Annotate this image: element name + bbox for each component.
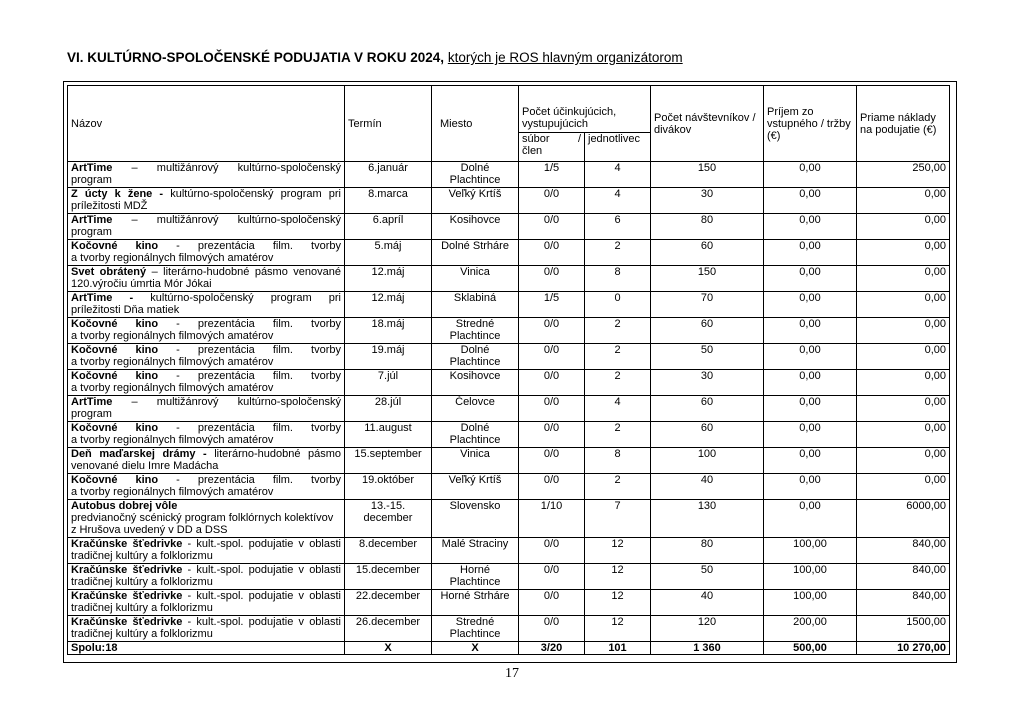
event-name-line2: a tvorby regionálnych filmových amatérov (71, 382, 274, 394)
event-name-bold: Svet obrátený (71, 266, 147, 278)
table-row (68, 422, 950, 448)
event-name (68, 240, 345, 266)
event-place: Stredné Plachtince (432, 318, 519, 344)
event-name-line1: - kult.-spol. podujatie v oblasti (182, 538, 341, 550)
event-place: Dolné Plachtince (432, 344, 519, 370)
event-visitors: 70 (651, 292, 764, 318)
col-header-income: Príjem zo vstupného / tržby (€) (764, 86, 857, 162)
event-name (68, 188, 345, 214)
event-visitors: 30 (651, 188, 764, 214)
event-place: Stredné Plachtince (432, 616, 519, 642)
total-date: X (345, 642, 432, 655)
event-income: 100,00 (764, 564, 857, 590)
event-income: 0,00 (764, 370, 857, 396)
event-place: Kosihovce (432, 370, 519, 396)
event-name-line1: – multižánrový kultúrno-spoločenský (112, 214, 341, 226)
table-row (68, 266, 950, 292)
col-header-ensemble-c: člen (522, 145, 543, 157)
total-label: Spolu:18 (68, 642, 345, 655)
col-header-individual: jednotlivec (585, 133, 651, 162)
event-place: Slovensko (432, 500, 519, 538)
event-place: Veľký Krtíš (432, 188, 519, 214)
event-name-bold: ArtTime (71, 214, 113, 226)
event-income: 100,00 (764, 538, 857, 564)
event-date: 19.máj (345, 344, 432, 370)
event-name-line2: príležitosti Dňa matiek (71, 304, 180, 316)
event-name (68, 344, 345, 370)
event-name-bold: Kočovné kino (71, 422, 159, 434)
event-ensemble: 0/0 (519, 448, 585, 474)
event-income: 0,00 (764, 162, 857, 188)
event-name-bold: Kračúnske šťedrivke (71, 616, 183, 628)
event-income: 0,00 (764, 422, 857, 448)
event-income: 0,00 (764, 292, 857, 318)
total-ensemble: 3/20 (519, 642, 585, 655)
event-place: Vinica (432, 266, 519, 292)
event-costs: 0,00 (857, 292, 950, 318)
table-row (68, 538, 950, 564)
event-name-line2: a tvorby regionálnych filmových amatérov (71, 486, 274, 498)
event-name-line1: literárno-hudobné pásmo (206, 448, 341, 460)
event-place: Malé Straciny (432, 538, 519, 564)
event-individual: 6 (585, 214, 651, 240)
event-ensemble: 0/0 (519, 266, 585, 292)
event-date: 15.december (345, 564, 432, 590)
col-header-visitors: Počet návštevníkov / divákov (651, 86, 764, 162)
event-visitors: 30 (651, 370, 764, 396)
event-income: 0,00 (764, 500, 857, 538)
event-name-line2: príležitosti MDŽ (71, 200, 148, 212)
event-individual: 0 (585, 292, 651, 318)
event-individual: 4 (585, 396, 651, 422)
event-costs: 0,00 (857, 318, 950, 344)
table-row (68, 564, 950, 590)
event-name-bold: Deň maďarskej drámy - (71, 448, 207, 460)
event-ensemble: 0/0 (519, 564, 585, 590)
event-income: 0,00 (764, 344, 857, 370)
event-costs: 1500,00 (857, 616, 950, 642)
event-place: Horné Strháre (432, 590, 519, 616)
event-name-bold: Autobus dobrej vôle (71, 500, 178, 512)
event-name-line1: – multižánrový kultúrno-spoločenský (112, 162, 341, 174)
event-visitors: 60 (651, 396, 764, 422)
event-name-bold: Kočovné kino (71, 344, 159, 356)
col-header-ensemble-a: súbor (522, 133, 550, 145)
table-row (68, 474, 950, 500)
section-heading (67, 50, 683, 65)
event-place: Horné Plachtince (432, 564, 519, 590)
event-costs: 0,00 (857, 370, 950, 396)
table-row (68, 370, 950, 396)
event-name-line1: – multižánrový kultúrno-spoločenský (112, 396, 341, 408)
event-costs: 840,00 (857, 538, 950, 564)
event-costs: 840,00 (857, 564, 950, 590)
event-individual: 2 (585, 370, 651, 396)
events-table (67, 85, 950, 655)
event-visitors: 80 (651, 538, 764, 564)
event-name-bold: Kračúnske šťedrivke (71, 590, 183, 602)
event-name-line1: - kult.-spol. podujatie v oblasti (182, 564, 341, 576)
table-row (68, 344, 950, 370)
event-costs: 840,00 (857, 590, 950, 616)
event-visitors: 60 (651, 318, 764, 344)
event-costs: 250,00 (857, 162, 950, 188)
table-row (68, 616, 950, 642)
event-date: 6.apríl (345, 214, 432, 240)
event-name-line1: - kult.-spol. podujatie v oblasti (182, 616, 341, 628)
event-income: 0,00 (764, 318, 857, 344)
event-individual: 2 (585, 240, 651, 266)
event-name (68, 370, 345, 396)
event-individual: 8 (585, 266, 651, 292)
event-ensemble: 0/0 (519, 370, 585, 396)
event-ensemble: 1/5 (519, 292, 585, 318)
event-name (68, 590, 345, 616)
table-row (68, 590, 950, 616)
event-costs: 0,00 (857, 474, 950, 500)
total-individual: 101 (585, 642, 651, 655)
event-income: 0,00 (764, 396, 857, 422)
event-date: 15.september (345, 448, 432, 474)
event-individual: 4 (585, 162, 651, 188)
event-place: Dolné Strháre (432, 240, 519, 266)
event-costs: 0,00 (857, 422, 950, 448)
event-name-bold: ArtTime (71, 162, 113, 174)
event-individual: 4 (585, 188, 651, 214)
event-name-line1: kultúrno-spoločenský program pri (133, 292, 341, 304)
event-name-bold: Kočovné kino (71, 474, 159, 486)
col-header-ensemble-b: / (577, 133, 581, 145)
event-individual: 2 (585, 318, 651, 344)
event-income: 0,00 (764, 214, 857, 240)
event-individual: 12 (585, 616, 651, 642)
event-individual: 7 (585, 500, 651, 538)
table-row (68, 448, 950, 474)
event-place: Veľký Krtíš (432, 474, 519, 500)
event-date: 12.máj (345, 266, 432, 292)
event-individual: 2 (585, 422, 651, 448)
event-name (68, 474, 345, 500)
event-ensemble: 0/0 (519, 590, 585, 616)
event-name-line1: kultúrno-spoločenský program pri (163, 188, 341, 200)
event-name-line2: tradičnej kultúry a folklorizmu (71, 628, 213, 640)
event-visitors: 40 (651, 474, 764, 500)
event-name-line1: – literárno-hudobné pásmo venované (146, 266, 341, 278)
event-ensemble: 1/10 (519, 500, 585, 538)
event-name-line2: a tvorby regionálnych filmových amatérov (71, 252, 274, 264)
event-income: 0,00 (764, 266, 857, 292)
event-name-line1: - prezentácia film. tvorby (158, 240, 341, 252)
event-place: Dolné Plachtince (432, 422, 519, 448)
total-place: X (432, 642, 519, 655)
event-individual: 12 (585, 590, 651, 616)
event-name (68, 616, 345, 642)
event-ensemble: 0/0 (519, 188, 585, 214)
table-row (68, 500, 950, 538)
event-name-line1: - kult.-spol. podujatie v oblasti (182, 590, 341, 602)
event-ensemble: 0/0 (519, 396, 585, 422)
event-name-line1: - prezentácia film. tvorby (158, 318, 341, 330)
event-name-line2: 120.výročiu úmrtia Mór Jókai (71, 278, 212, 290)
event-date: 12.máj (345, 292, 432, 318)
total-row (68, 642, 950, 655)
event-name-bold: Kočovné kino (71, 240, 159, 252)
event-name-line2: tradičnej kultúry a folklorizmu (71, 576, 213, 588)
event-ensemble: 0/0 (519, 240, 585, 266)
total-costs: 10 270,00 (857, 642, 950, 655)
event-name (68, 162, 345, 188)
col-header-date: Termín (345, 86, 432, 162)
event-date: 11.august (345, 422, 432, 448)
event-name-line2: a tvorby regionálnych filmových amatérov (71, 434, 274, 446)
event-ensemble: 0/0 (519, 474, 585, 500)
event-ensemble: 0/0 (519, 214, 585, 240)
event-name (68, 448, 345, 474)
event-ensemble: 1/5 (519, 162, 585, 188)
event-ensemble: 0/0 (519, 318, 585, 344)
event-visitors: 60 (651, 422, 764, 448)
event-date: 26.december (345, 616, 432, 642)
table-row (68, 214, 950, 240)
event-ensemble: 0/0 (519, 344, 585, 370)
event-name (68, 292, 345, 318)
event-place: Čelovce (432, 396, 519, 422)
event-name-line2: program (71, 408, 112, 420)
event-name (68, 500, 345, 538)
event-income: 200,00 (764, 616, 857, 642)
event-name-line3: z Hrušova uvedený v DD a DSS (71, 524, 228, 536)
event-visitors: 50 (651, 344, 764, 370)
event-name-bold: Kračúnske šťedrivke (71, 538, 183, 550)
event-name (68, 564, 345, 590)
event-costs: 0,00 (857, 448, 950, 474)
total-visitors: 1 360 (651, 642, 764, 655)
event-place: Sklabiná (432, 292, 519, 318)
event-ensemble: 0/0 (519, 538, 585, 564)
total-income: 500,00 (764, 642, 857, 655)
event-name (68, 422, 345, 448)
event-name-line1: - prezentácia film. tvorby (158, 344, 341, 356)
event-name (68, 538, 345, 564)
event-place: Kosihovce (432, 214, 519, 240)
col-header-place: Miesto (432, 86, 519, 162)
event-visitors: 150 (651, 162, 764, 188)
event-name-bold: Z úcty k žene - (71, 188, 164, 200)
event-date: 18.máj (345, 318, 432, 344)
col-header-performers: Počet účinkujúcich, vystupujúcich (519, 86, 651, 133)
event-name-line2: a tvorby regionálnych filmových amatérov (71, 330, 274, 342)
event-individual: 12 (585, 538, 651, 564)
section-heading-bold: VI. KULTÚRNO-SPOLOČENSKÉ PODUJATIA V ROKU 2024, (67, 50, 445, 65)
event-visitors: 100 (651, 448, 764, 474)
event-name (68, 396, 345, 422)
event-name (68, 318, 345, 344)
table-row (68, 396, 950, 422)
event-name-line2: predvianočný scénický program folklórnych kolektívov (71, 512, 334, 524)
event-name-line2: venované dielu Imre Madácha (71, 460, 219, 472)
event-date: 13.-15. december (345, 500, 432, 538)
event-ensemble: 0/0 (519, 422, 585, 448)
event-date: 8.marca (345, 188, 432, 214)
event-income: 0,00 (764, 188, 857, 214)
table-row (68, 292, 950, 318)
col-header-name: Názov (68, 86, 345, 162)
event-place: Dolné Plachtince (432, 162, 519, 188)
event-costs: 0,00 (857, 188, 950, 214)
event-costs: 0,00 (857, 214, 950, 240)
event-date: 7.júl (345, 370, 432, 396)
event-visitors: 150 (651, 266, 764, 292)
event-name-line1: - prezentácia film. tvorby (158, 474, 341, 486)
event-name-bold: ArtTime (71, 396, 113, 408)
event-name-line2: tradičnej kultúry a folklorizmu (71, 550, 213, 562)
event-costs: 0,00 (857, 396, 950, 422)
event-visitors: 60 (651, 240, 764, 266)
event-visitors: 80 (651, 214, 764, 240)
event-income: 0,00 (764, 240, 857, 266)
event-name-line1: - prezentácia film. tvorby (158, 370, 341, 382)
event-date: 22.december (345, 590, 432, 616)
event-costs: 6000,00 (857, 500, 950, 538)
event-ensemble: 0/0 (519, 616, 585, 642)
event-name-bold: Kračúnske šťedrivke (71, 564, 183, 576)
event-visitors: 120 (651, 616, 764, 642)
event-name-line2: tradičnej kultúry a folklorizmu (71, 602, 213, 614)
event-costs: 0,00 (857, 240, 950, 266)
page-number: 17 (505, 666, 519, 681)
event-visitors: 130 (651, 500, 764, 538)
event-name-bold: Kočovné kino (71, 370, 159, 382)
event-name-bold: ArtTime - (71, 292, 134, 304)
table-row (68, 188, 950, 214)
table-row (68, 162, 950, 188)
event-visitors: 50 (651, 564, 764, 590)
event-income: 0,00 (764, 474, 857, 500)
event-date: 28.júl (345, 396, 432, 422)
event-income: 100,00 (764, 590, 857, 616)
col-header-costs: Priame náklady na podujatie (€) (857, 86, 950, 162)
event-visitors: 40 (651, 590, 764, 616)
event-date: 19.október (345, 474, 432, 500)
event-individual: 2 (585, 344, 651, 370)
event-name-line2: program (71, 174, 112, 186)
event-costs: 0,00 (857, 344, 950, 370)
event-name-line1: - prezentácia film. tvorby (158, 422, 341, 434)
event-date: 6.január (345, 162, 432, 188)
event-date: 5.máj (345, 240, 432, 266)
event-income: 0,00 (764, 448, 857, 474)
table-row (68, 240, 950, 266)
event-name-bold: Kočovné kino (71, 318, 159, 330)
table-row (68, 318, 950, 344)
event-costs: 0,00 (857, 266, 950, 292)
event-individual: 2 (585, 474, 651, 500)
event-name (68, 214, 345, 240)
event-individual: 12 (585, 564, 651, 590)
section-heading-underlined: ktorých je ROS hlavným organizátorom (447, 50, 683, 65)
event-individual: 8 (585, 448, 651, 474)
event-place: Vinica (432, 448, 519, 474)
col-header-ensemble (519, 133, 585, 162)
event-date: 8.december (345, 538, 432, 564)
event-name-line2: a tvorby regionálnych filmových amatérov (71, 356, 274, 368)
event-name (68, 266, 345, 292)
event-name-line2: program (71, 226, 112, 238)
